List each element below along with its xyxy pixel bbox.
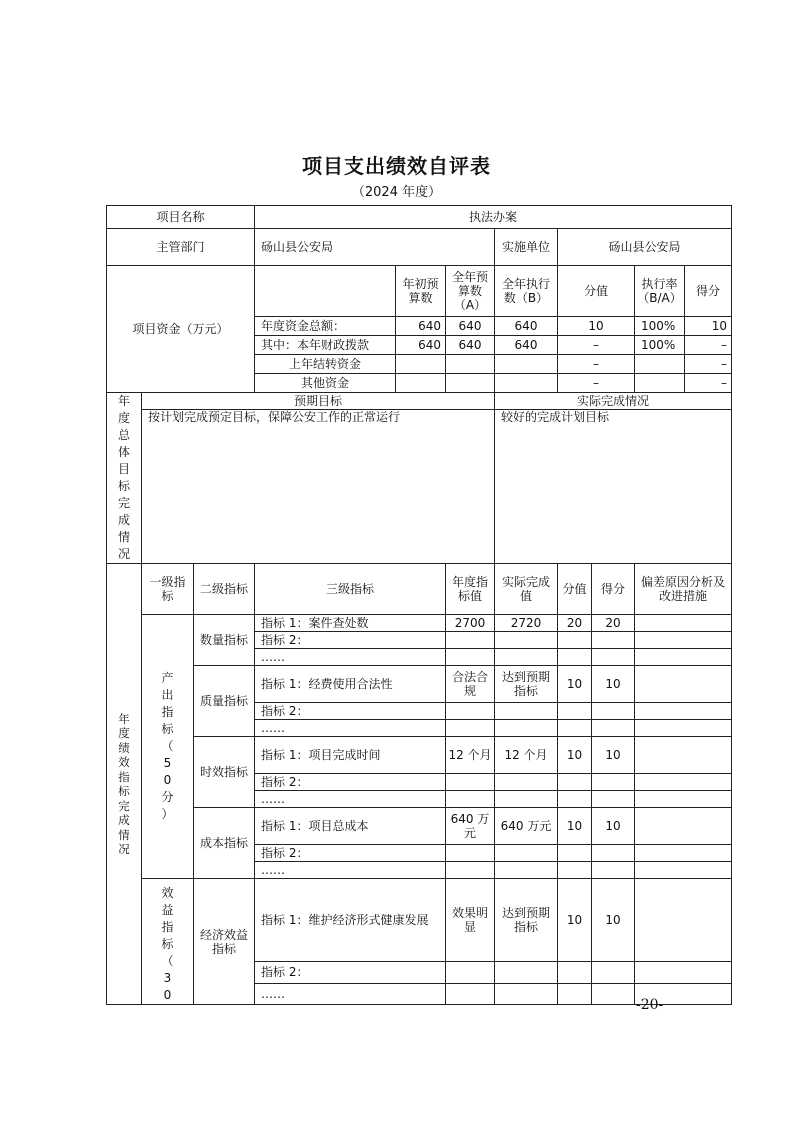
target-cell <box>446 720 495 737</box>
page-number: -20- <box>636 997 664 1013</box>
target-cell <box>446 774 495 791</box>
funds-row-exec-rate: 100% <box>635 317 685 336</box>
actual-cell <box>495 632 558 649</box>
target-cell <box>446 845 495 862</box>
level2-cost: 成本指标 <box>194 808 255 879</box>
indicator-row <box>107 737 732 774</box>
project-name-label: 项目名称 <box>107 206 255 229</box>
level3-cell: 指标 2： <box>255 703 446 720</box>
score-cell <box>592 703 635 720</box>
impl-unit-label: 实施单位 <box>495 229 558 266</box>
level3-cell: 指标 2： <box>255 845 446 862</box>
level3-cell: 指标 2： <box>255 632 446 649</box>
actual-cell <box>495 703 558 720</box>
score-value-cell: 10 <box>558 666 592 703</box>
funds-header-initial: 年初预算数 <box>396 266 446 317</box>
score-cell <box>592 791 635 808</box>
goals-expected-header: 预期目标 <box>142 393 495 410</box>
score-value-cell <box>558 632 592 649</box>
score-cell <box>592 720 635 737</box>
actual-cell: 2720 <box>495 615 558 632</box>
level2-quantity: 数量指标 <box>194 615 255 666</box>
funds-row-exec-rate <box>635 355 685 374</box>
actual-cell <box>495 720 558 737</box>
dept-label: 主管部门 <box>107 229 255 266</box>
actual-cell: 12 个月 <box>495 737 558 774</box>
performance-evaluation-table <box>106 205 732 1005</box>
page-subtitle-year: （2024 年度） <box>351 185 442 200</box>
score-value-cell: 10 <box>558 808 592 845</box>
ind-header-level2: 二级指标 <box>194 564 255 615</box>
score-cell <box>592 862 635 879</box>
ind-header-level1: 一级指标 <box>142 564 194 615</box>
funds-label: 项目资金（万元） <box>107 266 255 393</box>
dept-value: 砀山县公安局 <box>255 229 495 266</box>
funds-row-executed <box>495 355 558 374</box>
actual-cell: 达到预期指标 <box>495 879 558 962</box>
deviation-cell <box>635 791 732 808</box>
score-cell <box>592 632 635 649</box>
score-value-cell <box>558 703 592 720</box>
score-value-cell <box>558 791 592 808</box>
level2-economic-benefit: 经济效益指标 <box>194 879 255 1005</box>
score-cell <box>592 983 635 1004</box>
benefit-indicator-label: 效 益 指 标 （ 3 0 <box>142 879 194 1005</box>
deviation-cell <box>635 666 732 703</box>
funds-row-exec-rate <box>635 374 685 393</box>
indicator-row <box>107 808 732 845</box>
level3-cell: …… <box>255 791 446 808</box>
level3-cell: 指标 1：案件查处数 <box>255 615 446 632</box>
funds-row-label: 上年结转资金 <box>255 355 396 374</box>
score-value-cell <box>558 649 592 666</box>
indicator-row <box>107 666 732 703</box>
ind-header-level3: 三级指标 <box>255 564 446 615</box>
goals-expected-text: 按计划完成预定目标，保障公安工作的正常运行 <box>142 410 495 564</box>
deviation-cell <box>635 615 732 632</box>
deviation-cell <box>635 720 732 737</box>
funds-row-full-year <box>446 374 495 393</box>
ind-header-actual: 实际完成值 <box>495 564 558 615</box>
project-name-value: 执法办案 <box>255 206 732 229</box>
level3-cell: 指标 1：维护经济形式健康发展 <box>255 879 446 962</box>
level3-cell: 指标 1：经费使用合法性 <box>255 666 446 703</box>
target-cell <box>446 649 495 666</box>
goals-actual-header: 实际完成情况 <box>495 393 732 410</box>
score-cell: 10 <box>592 666 635 703</box>
score-value-cell <box>558 983 592 1004</box>
score-value-cell <box>558 862 592 879</box>
funds-row-initial: 640 <box>396 336 446 355</box>
actual-cell: 达到预期指标 <box>495 666 558 703</box>
actual-cell <box>495 862 558 879</box>
level3-cell: …… <box>255 862 446 879</box>
score-cell: 10 <box>592 808 635 845</box>
target-cell: 2700 <box>446 615 495 632</box>
funds-header-full-year: 全年预算数（A） <box>446 266 495 317</box>
level3-cell: …… <box>255 649 446 666</box>
ind-header-target: 年度指标值 <box>446 564 495 615</box>
level3-cell: 指标 2： <box>255 962 446 983</box>
actual-cell <box>495 962 558 983</box>
funds-row-score: – <box>685 336 732 355</box>
funds-row-score-value: 10 <box>558 317 635 336</box>
actual-cell <box>495 983 558 1004</box>
funds-row-initial <box>396 355 446 374</box>
ind-header-deviation: 偏差原因分析及改进措施 <box>635 564 732 615</box>
funds-row-score: – <box>685 355 732 374</box>
funds-row-label: 其他资金 <box>255 374 396 393</box>
target-cell <box>446 791 495 808</box>
funds-row-full-year <box>446 355 495 374</box>
funds-row-initial: 640 <box>396 317 446 336</box>
ind-header-score: 得分 <box>592 564 635 615</box>
funds-header-blank <box>255 266 396 317</box>
funds-row-full-year: 640 <box>446 317 495 336</box>
funds-row-initial <box>396 374 446 393</box>
deviation-cell <box>635 737 732 774</box>
goals-actual-text: 较好的完成计划目标 <box>495 410 732 564</box>
deviation-cell <box>635 962 732 983</box>
score-value-cell <box>558 962 592 983</box>
deviation-cell <box>635 845 732 862</box>
deviation-cell <box>635 649 732 666</box>
indicator-row <box>107 879 732 962</box>
deviation-cell <box>635 879 732 962</box>
indicator-row <box>107 615 732 632</box>
actual-cell <box>495 791 558 808</box>
target-cell: 合法合规 <box>446 666 495 703</box>
actual-cell <box>495 774 558 791</box>
score-value-cell: 20 <box>558 615 592 632</box>
score-value-cell: 10 <box>558 737 592 774</box>
level2-timeliness: 时效指标 <box>194 737 255 808</box>
target-cell <box>446 703 495 720</box>
target-cell <box>446 862 495 879</box>
score-cell <box>592 774 635 791</box>
funds-row-score-value: – <box>558 355 635 374</box>
funds-header-exec-rate: 执行率（B/A） <box>635 266 685 317</box>
funds-row-executed <box>495 374 558 393</box>
actual-cell <box>495 649 558 666</box>
score-cell: 10 <box>592 737 635 774</box>
score-value-cell <box>558 774 592 791</box>
deviation-cell <box>635 774 732 791</box>
goals-section-label: 年 度 总 体 目 标 完 成 情 况 <box>107 393 142 564</box>
level3-cell: …… <box>255 983 446 1004</box>
funds-row-score-value: – <box>558 336 635 355</box>
score-cell: 10 <box>592 879 635 962</box>
level3-cell: …… <box>255 720 446 737</box>
ind-header-score-value: 分值 <box>558 564 592 615</box>
score-cell: 20 <box>592 615 635 632</box>
funds-row-exec-rate: 100% <box>635 336 685 355</box>
target-cell <box>446 962 495 983</box>
score-value-cell <box>558 720 592 737</box>
funds-row-label: 年度资金总额： <box>255 317 396 336</box>
funds-header-score-value: 分值 <box>558 266 635 317</box>
funds-row-score: 10 <box>685 317 732 336</box>
score-value-cell: 10 <box>558 879 592 962</box>
deviation-cell <box>635 703 732 720</box>
output-indicator-label: 产 出 指 标 （ 5 0 分 ） <box>142 615 194 879</box>
score-cell <box>592 962 635 983</box>
target-cell <box>446 983 495 1004</box>
funds-row-executed: 640 <box>495 336 558 355</box>
indicators-section-label: 年 度 绩 效 指 标 完 成 情 况 <box>107 564 142 1005</box>
level3-cell: 指标 2： <box>255 774 446 791</box>
funds-header-score: 得分 <box>685 266 732 317</box>
target-cell: 12 个月 <box>446 737 495 774</box>
actual-cell: 640 万元 <box>495 808 558 845</box>
funds-row-executed: 640 <box>495 317 558 336</box>
level3-cell: 指标 1：项目完成时间 <box>255 737 446 774</box>
funds-row-score-value: – <box>558 374 635 393</box>
deviation-cell <box>635 862 732 879</box>
funds-row-score: – <box>685 374 732 393</box>
deviation-cell <box>635 632 732 649</box>
page-title: 项目支出绩效自评表 <box>302 154 491 178</box>
impl-unit-value: 砀山县公安局 <box>558 229 732 266</box>
target-cell <box>446 632 495 649</box>
score-value-cell <box>558 845 592 862</box>
funds-row-full-year: 640 <box>446 336 495 355</box>
target-cell: 效果明显 <box>446 879 495 962</box>
actual-cell <box>495 845 558 862</box>
funds-row-label: 其中：本年财政拨款 <box>255 336 396 355</box>
score-cell <box>592 845 635 862</box>
score-cell <box>592 649 635 666</box>
target-cell: 640 万元 <box>446 808 495 845</box>
level2-quality: 质量指标 <box>194 666 255 737</box>
level3-cell: 指标 1：项目总成本 <box>255 808 446 845</box>
funds-header-executed: 全年执行数（B） <box>495 266 558 317</box>
deviation-cell <box>635 808 732 845</box>
